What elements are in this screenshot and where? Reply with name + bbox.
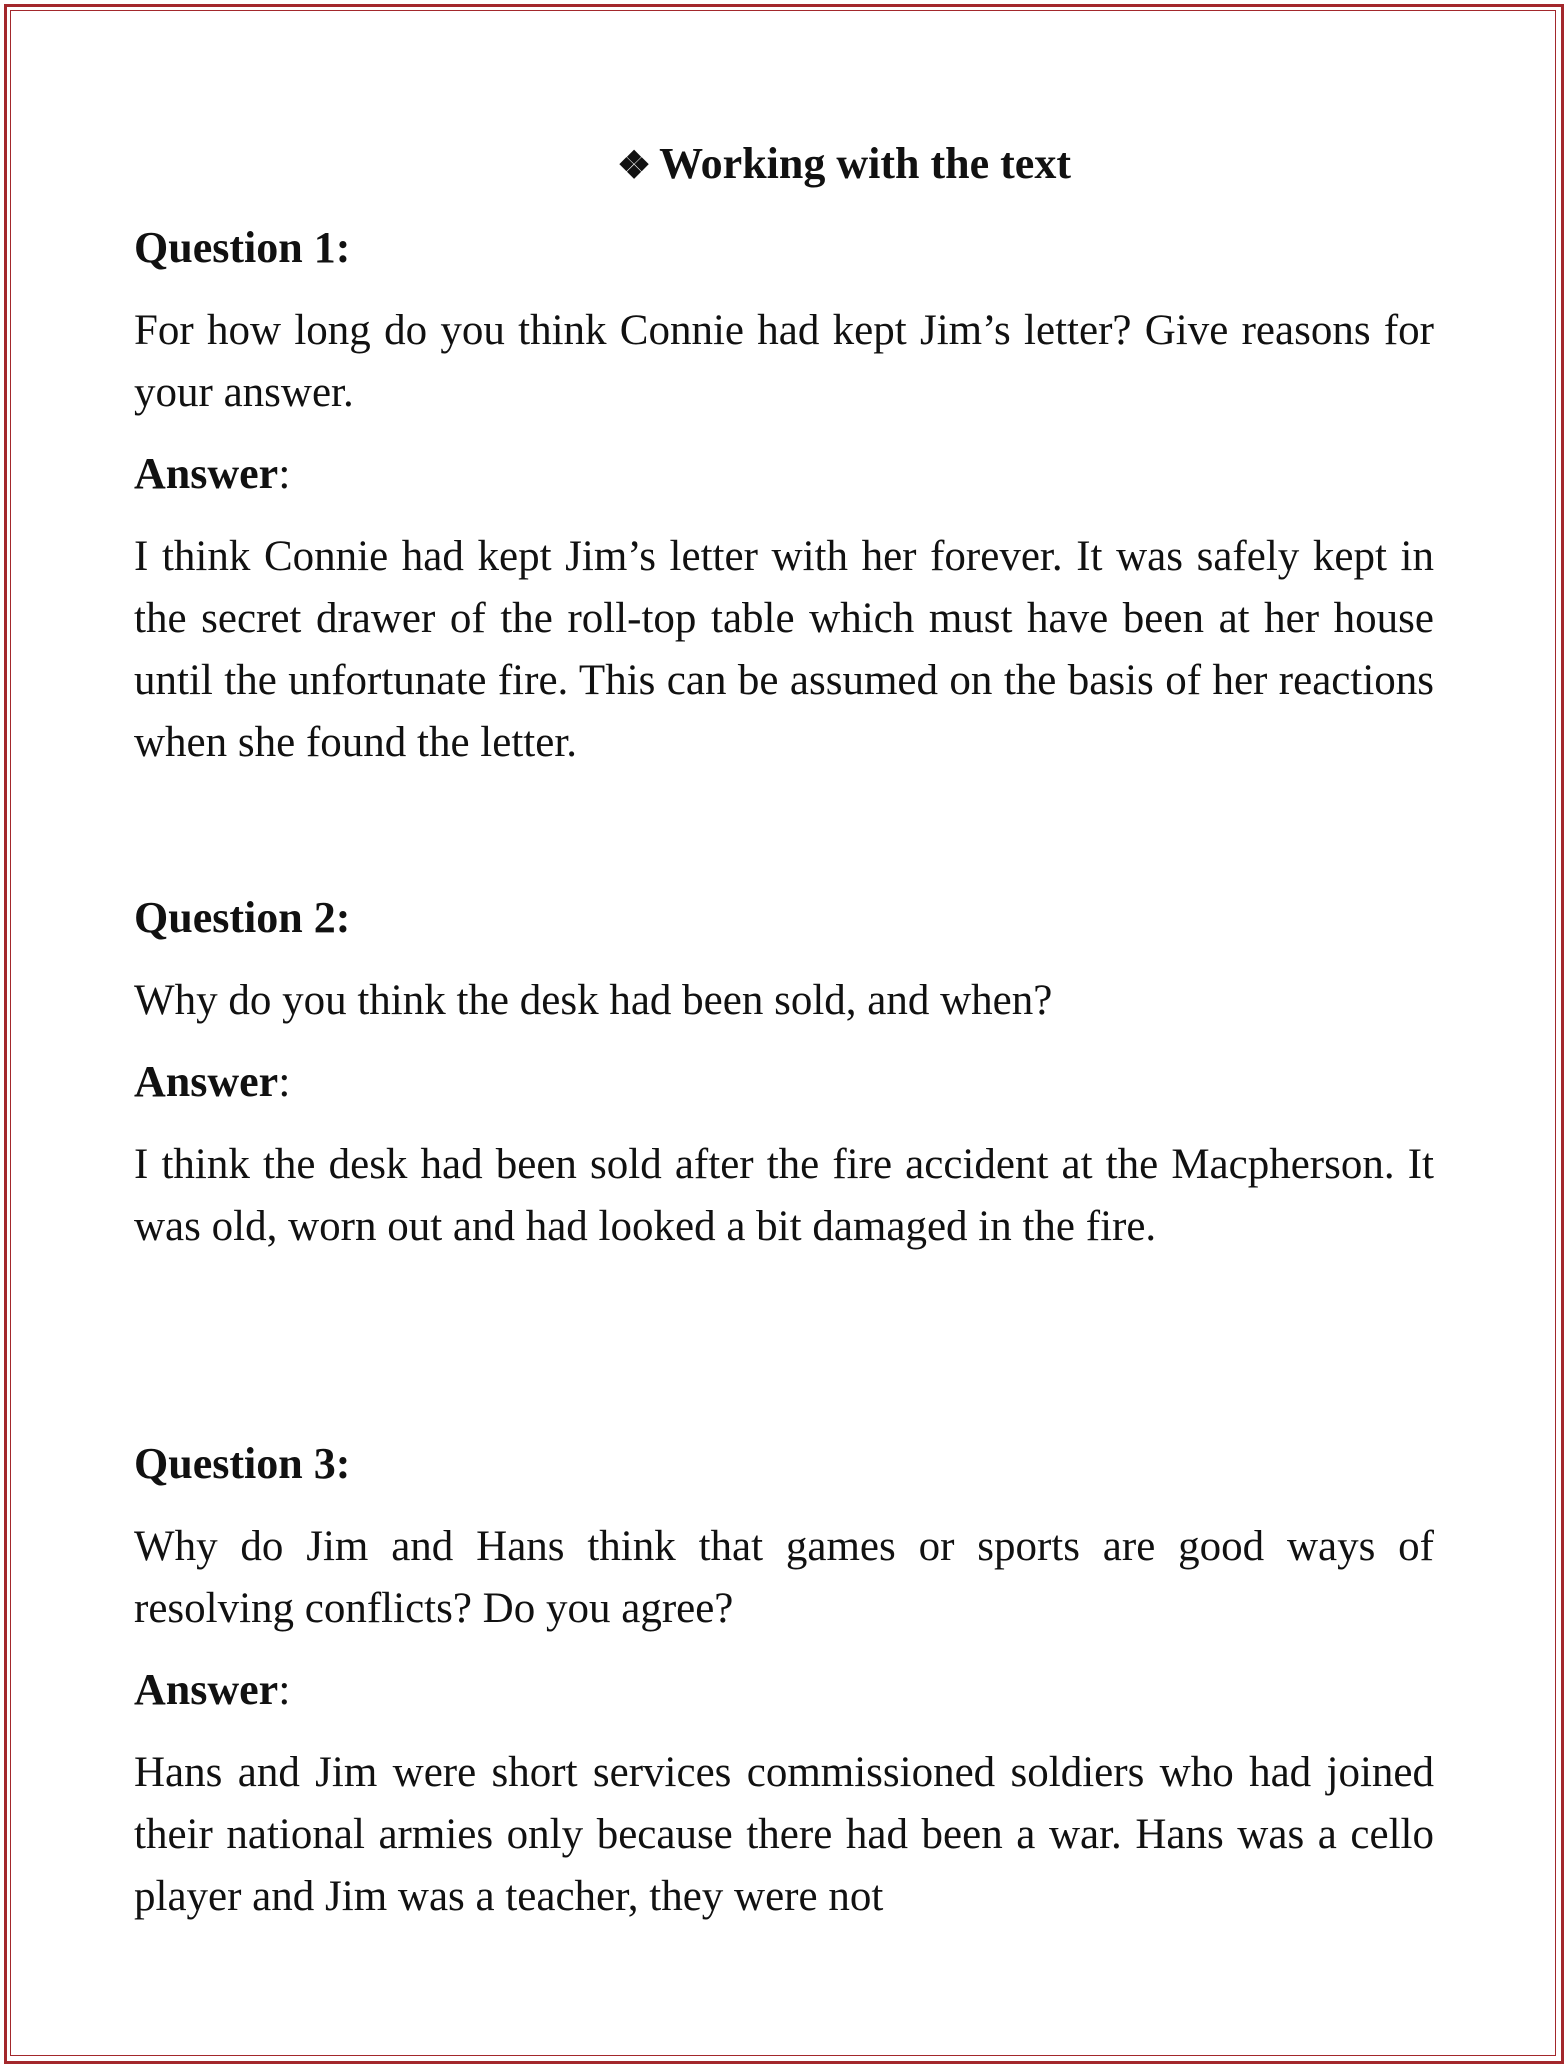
question-heading: Question 1: <box>134 223 351 272</box>
answer-heading <box>134 1052 1434 1112</box>
answer-text: I think Connie had kept Jim’s letter with her forever. It was safely kept in the secret drawer of the roll-top table which must have been at her house until the unfortunate fire. This can be assumed on the basis of her reactions when she found the letter. <box>134 533 1434 766</box>
question-text: Why do Jim and Hans think that games or sports are good ways of resolving conflicts? Do you agree? <box>134 1523 1434 1632</box>
answer-label: Answer <box>134 1057 279 1106</box>
question-block-2 <box>134 888 1434 1258</box>
answer-heading <box>134 1660 1434 1720</box>
diamond-bullet-icon: ❖ <box>617 145 652 187</box>
answer-label: Answer <box>134 449 279 498</box>
section-title-text: Working with the text <box>659 139 1071 188</box>
answer-text: I think the desk had been sold after the fire accident at the Macpherson. It was old, worn out and had looked a bit damaged in the fire. <box>134 1141 1434 1250</box>
answer-colon: : <box>278 449 291 498</box>
answer-colon: : <box>278 1665 291 1714</box>
answer-colon: : <box>278 1057 291 1106</box>
section-title <box>134 134 1434 196</box>
question-text: For how long do you think Connie had kept Jim’s letter? Give reasons for your answer. <box>134 307 1434 416</box>
answer-heading <box>134 444 1434 504</box>
question-block-3 <box>134 1434 1434 1928</box>
question-heading: Question 3: <box>134 1439 351 1488</box>
answer-label: Answer <box>134 1665 279 1714</box>
answer-text: Hans and Jim were short services commissioned soldiers who had joined their national armies only because there had been a war. Hans was a cello player and Jim was a teacher, they were not <box>134 1749 1434 1920</box>
question-text: Why do you think the desk had been sold, and when? <box>134 977 1053 1024</box>
question-block-1 <box>134 218 1434 774</box>
question-heading: Question 2: <box>134 893 351 942</box>
